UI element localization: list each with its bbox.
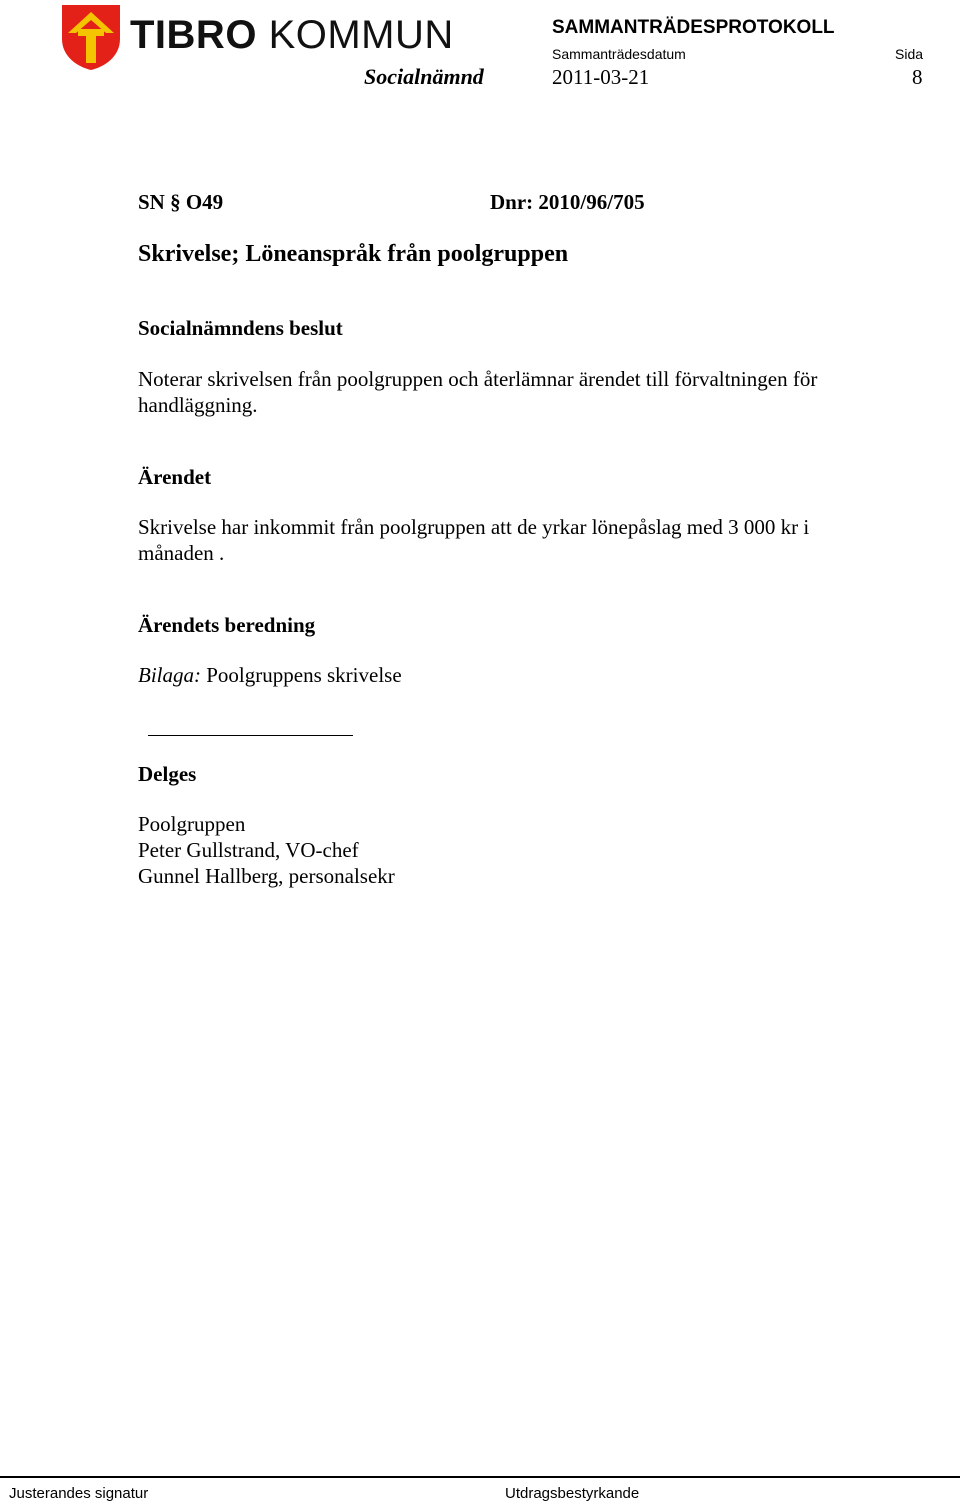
matter-text xyxy=(138,514,809,566)
meeting-date-label: Sammanträdesdatum xyxy=(552,46,686,62)
decision-line: handläggning. xyxy=(138,393,258,417)
decision-heading: Socialnämndens beslut xyxy=(138,316,343,340)
case-number: SN § O49 xyxy=(138,190,224,214)
case-dnr: Dnr: 2010/96/705 xyxy=(490,190,645,214)
page-number: 8 xyxy=(912,65,923,89)
page-label: Sida xyxy=(895,46,924,62)
decision-line: Noterar skrivelsen från poolgruppen och återlämnar ärendet till förvaltningen för xyxy=(138,367,818,391)
attachment-label: Bilaga: xyxy=(138,663,201,687)
recipient-item: Gunnel Hallberg, personalsekr xyxy=(138,864,395,888)
committee-name: Socialnämnd xyxy=(364,64,484,89)
matter-line: Skrivelse har inkommit från poolgruppen att de yrkar lönepåslag med 3 000 kr i xyxy=(138,515,810,539)
attachment-line xyxy=(138,662,402,688)
preparation-heading: Ärendets beredning xyxy=(138,613,316,637)
matter-line: månaden . xyxy=(138,541,225,565)
recipient-item: Peter Gullstrand, VO-chef xyxy=(138,838,359,862)
wordmark-tibro: TIBRO xyxy=(130,13,257,57)
tibro-coat-of-arms-icon xyxy=(60,3,122,71)
protocol-title: SAMMANTRÄDESPROTOKOLL xyxy=(552,17,835,38)
extract-certification-label: Utdragsbestyrkande xyxy=(505,1485,640,1502)
section-divider xyxy=(148,735,353,736)
distribution-heading: Delges xyxy=(138,762,197,786)
case-title: Skrivelse; Löneanspråk från poolgruppen xyxy=(138,241,569,267)
adjuster-signature-label: Justerandes signatur xyxy=(9,1485,149,1502)
meeting-date: 2011-03-21 xyxy=(552,65,650,89)
matter-heading: Ärendet xyxy=(138,465,212,489)
decision-text xyxy=(138,366,817,418)
footer-rule xyxy=(0,1476,960,1478)
municipality-wordmark xyxy=(130,12,454,58)
wordmark-kommun: KOMMUN xyxy=(268,13,454,57)
recipient-list xyxy=(138,811,395,889)
attachment-text: Poolgruppens skrivelse xyxy=(206,663,402,687)
recipient-item: Poolgruppen xyxy=(138,812,246,836)
